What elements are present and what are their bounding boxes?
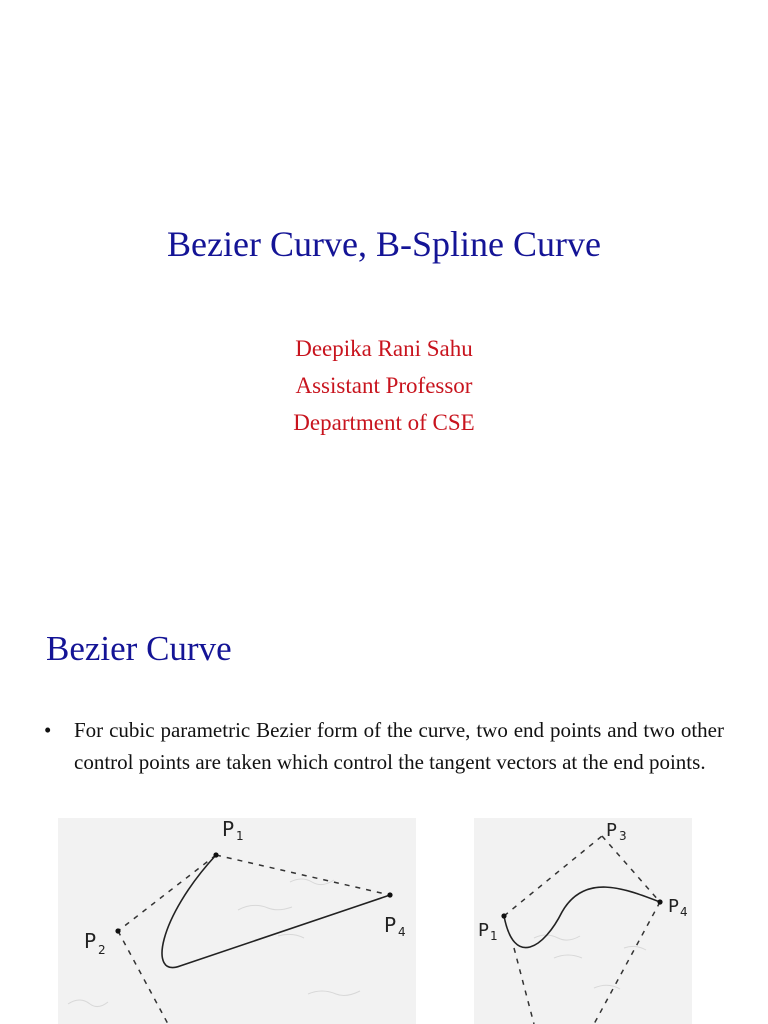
- page-title: Bezier Curve, B-Spline Curve: [167, 224, 601, 264]
- label-p1-sub: 1: [236, 829, 244, 843]
- section-heading: Bezier Curve: [46, 629, 232, 668]
- author-position: Assistant Professor: [295, 373, 473, 398]
- point-p1: [213, 852, 218, 857]
- author-block: [0, 330, 768, 441]
- label-p1: P: [222, 818, 235, 841]
- author-department: Department of CSE: [293, 410, 475, 435]
- label-p4-sub: 4: [398, 925, 406, 939]
- bezier-sketch-right: [474, 818, 692, 1024]
- background-scribbles: [534, 935, 646, 989]
- label-p2: P: [84, 929, 97, 953]
- label-p3-sub: 3: [619, 829, 627, 843]
- point-p2: [115, 928, 120, 933]
- label-p4-sub: 4: [680, 905, 688, 919]
- point-p4: [657, 899, 662, 904]
- bullet-text: For cubic parametric Bezier form of the curve, two end points and two other control points are taken which control the tangent vectors at the end points.: [74, 718, 724, 774]
- bezier-sketch-left: [58, 818, 416, 1024]
- bezier-curve: [504, 887, 660, 948]
- bezier-sketch-left-drawing: [58, 818, 416, 1024]
- bezier-curve: [162, 855, 390, 968]
- label-p3: P: [606, 820, 617, 841]
- label-p4: P: [384, 913, 397, 937]
- label-p1-sub: 1: [490, 929, 498, 943]
- point-p4: [387, 892, 392, 897]
- label-p2-sub: 2: [98, 943, 106, 957]
- label-p4: P: [668, 896, 679, 917]
- control-polygon: [504, 836, 660, 1024]
- point-p1: [501, 913, 506, 918]
- background-scribbles: [68, 879, 360, 1007]
- label-p1: P: [478, 920, 489, 941]
- bullet-marker: •: [44, 718, 52, 742]
- control-polygon: [118, 855, 390, 1024]
- bezier-sketch-right-drawing: [474, 818, 692, 1024]
- author-name: Deepika Rani Sahu: [295, 336, 473, 361]
